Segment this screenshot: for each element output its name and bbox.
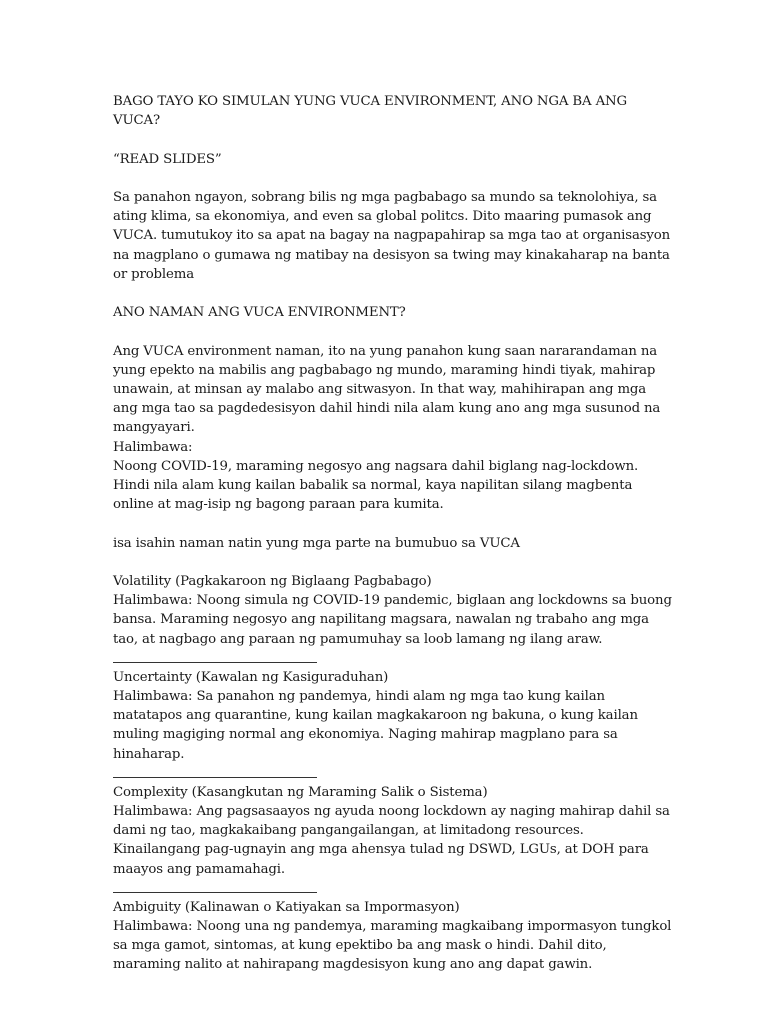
section-body-ambiguity: Halimbawa: Noong una ng pandemya, maraming magkaibang impormasyon tungkol sa mga gamot, sintomas, at kung epektibo ba ang mask o hindi. Dahil dito, maraming nalito at nahirapang magdesisyon kung ano ang dapat gawin.	[113, 919, 672, 973]
environment-heading: ANO NAMAN ANG VUCA ENVIRONMENT?	[113, 305, 406, 321]
section-divider	[113, 892, 317, 893]
spacer	[113, 284, 673, 303]
parts-intro: isa isahin naman natin yung mga parte na bumubuo sa VUCA	[113, 535, 520, 551]
section-divider	[113, 777, 317, 778]
section-title-volatility: Volatility (Pagkakaroon ng Biglaang Pagbabago)	[113, 573, 432, 589]
spacer	[113, 130, 673, 149]
spacer	[113, 169, 673, 188]
section-body-uncertainty: Halimbawa: Sa panahon ng pandemya, hindi alam ng mga tao kung kailan matatapos ang quarantine, kung kailan magkakaroon ng bakuna, o kung kailan muling magiging normal ang ekonomiya. Naging mahirap magplano para sa hinaharap.	[113, 689, 638, 762]
section-divider	[113, 662, 317, 663]
section-title-uncertainty: Uncertainty (Kawalan ng Kasiguraduhan)	[113, 669, 389, 685]
intro-paragraph: Sa panahon ngayon, sobrang bilis ng mga pagbabago sa mundo sa teknolohiya, sa ating klima, sa ekonomiya, and even sa global politcs. Dito maaring pumasok ang VUCA. tumutukoy ito sa apat na bagay na nagpapahirap sa mga tao at organisasyon na magplano o gumawa ng matibay na desisyon sa twing may kinakaharap na banta or problema	[113, 189, 671, 282]
section-title-ambiguity: Ambiguity (Kalinawan o Katiyakan sa Impormasyon)	[113, 899, 460, 915]
spacer	[113, 553, 673, 572]
example-paragraph: Noong COVID-19, maraming negosyo ang nagsara dahil biglang nag-lockdown. Hindi nila alam kung kailan babalik sa normal, kaya napilitan silang magbenta online at mag-isip ng bagong paraan para kumita.	[113, 458, 639, 513]
spacer	[113, 514, 673, 533]
environment-paragraph: Ang VUCA environment naman, ito na yung panahon kung saan nararandaman na yung epekto na mabilis ang pagbabago ng mundo, maraming hindi tiyak, mahirap unawain, at minsan ay malabo ang sitwasyon. In that way, mahihirapan ang mga ang mga tao sa pagdedesisyon dahil hindi nila alam kung ano ang mga susunod na mangyayari.	[113, 343, 661, 436]
example-label: Halimbawa:	[113, 439, 193, 455]
section-title-complexity: Complexity (Kasangkutan ng Maraming Salik o Sistema)	[113, 784, 488, 800]
section-body-volatility: Halimbawa: Noong simula ng COVID-19 pandemic, biglaan ang lockdowns sa buong bansa. Maraming negosyo ang napilitang magsara, nawalan ng trabaho ang mga tao, at nagbago ang paraan ng pamumuhay sa loob lamang ng ilang araw.	[113, 593, 672, 647]
spacer	[113, 322, 673, 341]
intro-heading: BAGO TAYO KO SIMULAN YUNG VUCA ENVIRONMENT, ANO NGA BA ANG VUCA?	[113, 94, 627, 129]
read-slides-note: “READ SLIDES”	[113, 151, 222, 167]
document-page	[113, 92, 673, 975]
section-body-complexity: Halimbawa: Ang pagsasaayos ng ayuda noong lockdown ay naging mahirap dahil sa dami ng tao, magkakaibang pangangailangan, at limitadong resources. Kinailangang pag-ugnayin ang mga ahensya tulad ng DSWD, LGUs, at DOH para maayos ang pamamahagi.	[113, 804, 670, 877]
